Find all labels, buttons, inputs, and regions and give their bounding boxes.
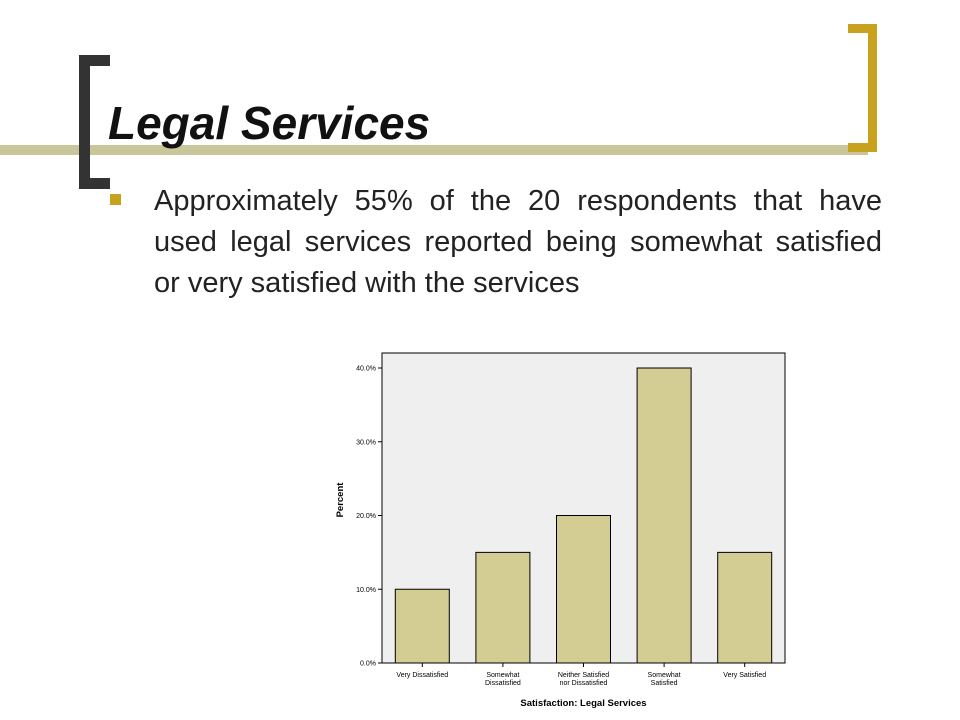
bar	[476, 552, 530, 663]
bar	[557, 516, 611, 664]
y-tick-label: 20.0%	[356, 513, 376, 520]
bar-chart	[325, 345, 795, 715]
x-tick-label: Somewhat	[647, 672, 681, 679]
slide-title: Legal Services	[108, 97, 431, 149]
x-axis-title: Satisfaction: Legal Services	[520, 698, 647, 709]
x-tick-label: Very Satisfied	[723, 672, 767, 679]
right-bracket-decoration	[848, 24, 877, 152]
bar	[637, 368, 691, 663]
bullet-square-icon	[110, 194, 121, 205]
bar	[395, 589, 449, 663]
y-tick-label: 0.0%	[360, 660, 376, 668]
y-tick-label: 10.0%	[356, 586, 376, 594]
y-tick-label: 40.0%	[356, 365, 376, 373]
x-tick-label: Neither Satisfied	[557, 672, 610, 679]
x-tick-label: nor Dissatisfied	[559, 680, 608, 687]
left-bracket-decoration	[79, 55, 110, 189]
x-tick-label: Satisfied	[650, 680, 678, 687]
y-tick-label: 30.0%	[356, 439, 376, 447]
bullet-text: Approximately 55% of the 20 respondents that have used legal services reported being somewhat satisfied or very satisfied with the services	[154, 185, 882, 299]
bar	[718, 552, 772, 663]
y-axis-title: Percent	[335, 482, 346, 518]
x-tick-label: Somewhat	[486, 672, 520, 679]
x-tick-label: Dissatisfied	[485, 680, 521, 687]
x-tick-label: Very Dissatisfied	[396, 672, 449, 679]
